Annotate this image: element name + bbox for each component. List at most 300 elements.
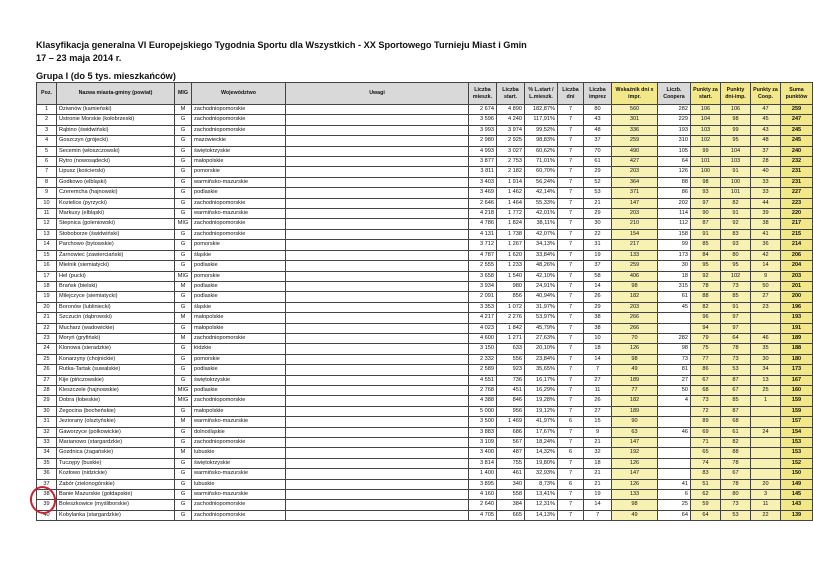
cell-cooper: 81 [658, 365, 691, 375]
cell-points-days: 85 [721, 396, 751, 406]
cell-days: 7 [558, 344, 584, 354]
cell-total: 245 [781, 125, 813, 135]
table-row [37, 438, 813, 448]
cell-residents: 2 640 [469, 500, 497, 510]
col-header-days: Liczba dni [558, 83, 584, 105]
cell-events: 19 [584, 250, 612, 260]
cell-starters: 856 [497, 292, 525, 302]
cell-percent: 56,24% [525, 177, 558, 187]
cell-cooper: 310 [658, 136, 691, 146]
cell-name: Kleszczele (hajnowskie) [57, 385, 175, 395]
cell-mig: M [175, 105, 192, 115]
cell-points-days: 95 [721, 136, 751, 146]
cell-remarks [286, 188, 469, 198]
cell-name: Żarnowiec (zawierciański) [57, 250, 175, 260]
cell-starters: 384 [497, 500, 525, 510]
table-row [37, 385, 813, 395]
cell-points-cooper [751, 469, 781, 479]
cell-total: 231 [781, 177, 813, 187]
cell-points-cooper: 44 [751, 198, 781, 208]
cell-residents: 4 131 [469, 229, 497, 239]
cell-events: 21 [584, 198, 612, 208]
cell-days: 7 [558, 302, 584, 312]
cell-residents: 2 980 [469, 136, 497, 146]
cell-points-days: 85 [721, 292, 751, 302]
cell-cooper: 4 [658, 396, 691, 406]
cell-points-days: 67 [721, 385, 751, 395]
cell-position: 33 [37, 438, 57, 448]
cell-voivodeship: małopolskie [192, 313, 286, 323]
cell-index: 126 [612, 344, 658, 354]
cell-points-days: 100 [721, 177, 751, 187]
cell-events: 10 [584, 333, 612, 343]
cell-residents: 4 023 [469, 323, 497, 333]
cell-remarks [286, 146, 469, 156]
cell-voivodeship: śląskie [192, 250, 286, 260]
cell-points-cooper: 39 [751, 209, 781, 219]
cell-index: 259 [612, 261, 658, 271]
cell-index: 301 [612, 115, 658, 125]
cell-cooper: 73 [658, 354, 691, 364]
cell-cooper [658, 469, 691, 479]
cell-name: Boronów (lubliniecki) [57, 302, 175, 312]
cell-residents: 4 388 [469, 396, 497, 406]
cell-residents: 4 786 [469, 219, 497, 229]
table-row [37, 333, 813, 343]
cell-position: 29 [37, 396, 57, 406]
cell-points-days: 103 [721, 157, 751, 167]
cell-cooper [658, 417, 691, 427]
cell-position: 3 [37, 125, 57, 135]
cell-events: 48 [584, 125, 612, 135]
cell-percent: 42,14% [525, 188, 558, 198]
cell-name: Markusy (elbląski) [57, 209, 175, 219]
cell-points-start: 98 [691, 177, 721, 187]
cell-total: 200 [781, 292, 813, 302]
cell-voivodeship: małopolskie [192, 406, 286, 416]
cell-position: 7 [37, 167, 57, 177]
cell-index: 217 [612, 240, 658, 250]
cell-total: 193 [781, 313, 813, 323]
cell-name: Kije (pińczowskie) [57, 375, 175, 385]
cell-name: Goszczyn (grójecki) [57, 136, 175, 146]
cell-mig: G [175, 240, 192, 250]
cell-residents: 3 109 [469, 438, 497, 448]
cell-percent: 98,83% [525, 136, 558, 146]
cell-events: 26 [584, 396, 612, 406]
cell-total: 214 [781, 240, 813, 250]
cell-mig: MIG [175, 219, 192, 229]
cell-days: 7 [558, 136, 584, 146]
col-header-residents: Liczba mieszk. [469, 83, 497, 105]
cell-points-start: 67 [691, 375, 721, 385]
col-header-remarks: Uwagi [286, 83, 469, 105]
cell-position: 37 [37, 479, 57, 489]
cell-points-days: 73 [721, 281, 751, 291]
cell-position: 35 [37, 458, 57, 468]
cell-mig: G [175, 406, 192, 416]
cell-percent: 27,63% [525, 333, 558, 343]
table-row [37, 146, 813, 156]
cell-position: 27 [37, 375, 57, 385]
cell-index: 49 [612, 365, 658, 375]
cell-points-start: 71 [691, 438, 721, 448]
cell-points-start: 86 [691, 365, 721, 375]
cell-position: 25 [37, 354, 57, 364]
table-row [37, 198, 813, 208]
col-header-points-start: Punkty za start. [691, 83, 721, 105]
cell-starters: 461 [497, 469, 525, 479]
cell-name: Konarzyny (chojnickie) [57, 354, 175, 364]
cell-total: 149 [781, 479, 813, 489]
cell-starters: 1 842 [497, 323, 525, 333]
cell-residents: 4 551 [469, 375, 497, 385]
cell-total: 247 [781, 115, 813, 125]
cell-residents: 1 400 [469, 469, 497, 479]
cell-days: 7 [558, 500, 584, 510]
cell-points-days: 78 [721, 479, 751, 489]
cell-points-cooper: 13 [751, 375, 781, 385]
cell-residents: 4 600 [469, 333, 497, 343]
cell-mig: G [175, 469, 192, 479]
cell-points-days: 93 [721, 240, 751, 250]
table-body [37, 105, 813, 521]
cell-name: Secemin (włoszczowski) [57, 146, 175, 156]
cell-days: 7 [558, 105, 584, 115]
cell-points-cooper: 14 [751, 261, 781, 271]
cell-residents: 4 705 [469, 510, 497, 520]
cell-index: 49 [612, 510, 658, 520]
cell-remarks [286, 490, 469, 500]
cell-starters: 4 890 [497, 105, 525, 115]
cell-index: 259 [612, 136, 658, 146]
cell-days: 7 [558, 333, 584, 343]
cell-residents: 4 218 [469, 209, 497, 219]
cell-points-start: 97 [691, 198, 721, 208]
cell-points-days: 91 [721, 302, 751, 312]
cell-remarks [286, 406, 469, 416]
cell-voivodeship: zachodniopomorskie [192, 229, 286, 239]
cell-name: Klonowa (sieradzkie) [57, 344, 175, 354]
cell-residents: 3 877 [469, 157, 497, 167]
cell-position: 34 [37, 448, 57, 458]
cell-points-cooper: 43 [751, 125, 781, 135]
table-row [37, 177, 813, 187]
cell-mig: G [175, 427, 192, 437]
cell-index: 126 [612, 458, 658, 468]
cell-total: 145 [781, 490, 813, 500]
cell-starters: 3 974 [497, 125, 525, 135]
cell-mig: G [175, 115, 192, 125]
cell-voivodeship: zachodniopomorskie [192, 500, 286, 510]
cell-total: 220 [781, 209, 813, 219]
cell-points-days: 82 [721, 198, 751, 208]
cell-cooper: 88 [658, 177, 691, 187]
cell-days: 6 [558, 417, 584, 427]
cell-starters: 1 469 [497, 417, 525, 427]
cell-events: 29 [584, 302, 612, 312]
cell-total: 196 [781, 302, 813, 312]
cell-percent: 13,41% [525, 490, 558, 500]
cell-total: 217 [781, 219, 813, 229]
cell-residents: 4 993 [469, 146, 497, 156]
table-row [37, 115, 813, 125]
cell-remarks [286, 115, 469, 125]
cell-starters: 980 [497, 281, 525, 291]
cell-points-start: 64 [691, 510, 721, 520]
table-row [37, 417, 813, 427]
cell-points-start: 69 [691, 427, 721, 437]
cell-voivodeship: świętokrzyskie [192, 458, 286, 468]
cell-percent: 8,73% [525, 479, 558, 489]
cell-points-days: 91 [721, 167, 751, 177]
cell-mig: G [175, 157, 192, 167]
cell-days: 7 [558, 188, 584, 198]
cell-days: 7 [558, 177, 584, 187]
cell-points-days: 80 [721, 490, 751, 500]
cell-points-days: 88 [721, 448, 751, 458]
cell-position: 40 [37, 510, 57, 520]
cell-events: 7 [584, 365, 612, 375]
cell-points-days: 87 [721, 406, 751, 416]
cell-name: Zabór (zielonogórskie) [57, 479, 175, 489]
cell-points-cooper: 36 [751, 240, 781, 250]
cell-points-days: 102 [721, 271, 751, 281]
cell-voivodeship: łódzkie [192, 344, 286, 354]
cell-points-days: 104 [721, 146, 751, 156]
cell-position: 1 [37, 105, 57, 115]
cell-mig: G [175, 510, 192, 520]
cell-name: Brańsk (bielski) [57, 281, 175, 291]
cell-index: 147 [612, 438, 658, 448]
cell-cooper: 105 [658, 146, 691, 156]
cell-cooper: 229 [658, 115, 691, 125]
cell-percent: 60,70% [525, 167, 558, 177]
cell-cooper [658, 448, 691, 458]
cell-points-cooper: 28 [751, 157, 781, 167]
cell-points-start: 93 [691, 188, 721, 198]
cell-points-days: 87 [721, 375, 751, 385]
cell-percent: 60,62% [525, 146, 558, 156]
cell-total: 227 [781, 188, 813, 198]
cell-residents: 4 787 [469, 250, 497, 260]
cell-name: Stoboborze (świdwiński) [57, 229, 175, 239]
cell-points-start: 99 [691, 146, 721, 156]
cell-starters: 923 [497, 365, 525, 375]
cell-total: 139 [781, 510, 813, 520]
cell-percent: 48,26% [525, 261, 558, 271]
cell-index: 70 [612, 333, 658, 343]
col-header-events: Liczba imprez [584, 83, 612, 105]
cell-remarks [286, 417, 469, 427]
cell-percent: 19,28% [525, 396, 558, 406]
cell-cooper [658, 406, 691, 416]
cell-cooper: 126 [658, 167, 691, 177]
cell-percent: 45,79% [525, 323, 558, 333]
table-row [37, 396, 813, 406]
cell-percent: 35,65% [525, 365, 558, 375]
group-heading: Grupa I (do 5 tys. mieszkańców) [36, 71, 176, 81]
cell-points-cooper [751, 313, 781, 323]
cell-position: 38 [37, 490, 57, 500]
cell-percent: 19,80% [525, 458, 558, 468]
cell-cooper: 64 [658, 157, 691, 167]
cell-mig: G [175, 292, 192, 302]
cell-name: Gaworzyce (polkowickie) [57, 427, 175, 437]
cell-index: 189 [612, 406, 658, 416]
cell-starters: 451 [497, 385, 525, 395]
cell-position: 31 [37, 417, 57, 427]
cell-mig: G [175, 438, 192, 448]
cell-name: Rytro (nowosądecki) [57, 157, 175, 167]
cell-events: 53 [584, 188, 612, 198]
cell-points-days: 61 [721, 427, 751, 437]
cell-total: 159 [781, 406, 813, 416]
cell-events: 15 [584, 417, 612, 427]
cell-name: Czeremcha (hajnowski) [57, 188, 175, 198]
cell-cooper: 64 [658, 510, 691, 520]
cell-percent: 53,97% [525, 313, 558, 323]
cell-remarks [286, 344, 469, 354]
cell-points-cooper: 20 [751, 479, 781, 489]
cell-starters: 2 182 [497, 167, 525, 177]
cell-total: 223 [781, 198, 813, 208]
cell-points-start: 84 [691, 250, 721, 260]
cell-points-start: 73 [691, 396, 721, 406]
cell-starters: 1 271 [497, 333, 525, 343]
cell-voivodeship: podlaskie [192, 188, 286, 198]
cell-name: Rutka-Tartak (suwalskie) [57, 365, 175, 375]
cell-total: 232 [781, 157, 813, 167]
cell-points-cooper: 24 [751, 427, 781, 437]
cell-starters: 487 [497, 448, 525, 458]
cell-voivodeship: zachodniopomorskie [192, 396, 286, 406]
cell-cooper: 61 [658, 292, 691, 302]
cell-events: 7 [584, 510, 612, 520]
cell-days: 7 [558, 458, 584, 468]
cell-mig: G [175, 375, 192, 385]
cell-name: Mucharz (wadowickie) [57, 323, 175, 333]
cell-points-start: 82 [691, 302, 721, 312]
cell-points-start: 51 [691, 479, 721, 489]
cell-remarks [286, 365, 469, 375]
cell-total: 188 [781, 344, 813, 354]
cell-remarks [286, 469, 469, 479]
table-row [37, 354, 813, 364]
cell-remarks [286, 479, 469, 489]
cell-points-days: 97 [721, 313, 751, 323]
cell-events: 43 [584, 115, 612, 125]
cell-points-cooper [751, 417, 781, 427]
cell-mig: MIG [175, 396, 192, 406]
cell-points-cooper: 42 [751, 250, 781, 260]
cell-cooper [658, 458, 691, 468]
cell-days: 7 [558, 219, 584, 229]
cell-name: Szczucin (dąbrowski) [57, 313, 175, 323]
cell-voivodeship: warmińsko-mazurskie [192, 490, 286, 500]
col-header-index: Wskaźnik dni x impr. [612, 83, 658, 105]
cell-index: 189 [612, 375, 658, 385]
table-row [37, 406, 813, 416]
cell-total: 231 [781, 167, 813, 177]
cell-events: 18 [584, 458, 612, 468]
cell-position: 19 [37, 292, 57, 302]
cell-cooper: 25 [658, 500, 691, 510]
cell-starters: 4 240 [497, 115, 525, 125]
cell-events: 27 [584, 375, 612, 385]
cell-name: Gozdnica (żagańskie) [57, 448, 175, 458]
cell-points-days: 53 [721, 510, 751, 520]
cell-percent: 71,01% [525, 157, 558, 167]
table-row [37, 281, 813, 291]
col-header-voivodeship: Województwo [192, 83, 286, 105]
cell-name: Kozłowo (nidzickie) [57, 469, 175, 479]
cell-percent: 32,93% [525, 469, 558, 479]
cell-total: 153 [781, 448, 813, 458]
cell-points-days: 101 [721, 188, 751, 198]
cell-mig: G [175, 136, 192, 146]
cell-starters: 567 [497, 438, 525, 448]
cell-remarks [286, 438, 469, 448]
cell-voivodeship: warmińsko-mazurskie [192, 469, 286, 479]
cell-days: 7 [558, 365, 584, 375]
cell-points-start: 102 [691, 136, 721, 146]
cell-days: 7 [558, 146, 584, 156]
cell-residents: 3 895 [469, 479, 497, 489]
table-row [37, 500, 813, 510]
cell-mig: G [175, 344, 192, 354]
cell-events: 22 [584, 229, 612, 239]
cell-remarks [286, 500, 469, 510]
cell-remarks [286, 354, 469, 364]
cell-mig: G [175, 125, 192, 135]
cell-events: 38 [584, 323, 612, 333]
cell-points-days: 83 [721, 229, 751, 239]
cell-points-days: 64 [721, 333, 751, 343]
cell-index: 63 [612, 427, 658, 437]
cell-cooper: 45 [658, 302, 691, 312]
cell-points-start: 87 [691, 219, 721, 229]
cell-residents: 3 596 [469, 115, 497, 125]
cell-starters: 2 925 [497, 136, 525, 146]
cell-residents: 3 500 [469, 417, 497, 427]
cell-index: 203 [612, 167, 658, 177]
cell-days: 7 [558, 438, 584, 448]
cell-position: 24 [37, 344, 57, 354]
cell-percent: 34,13% [525, 240, 558, 250]
cell-name: Rąbino (świdwiński) [57, 125, 175, 135]
cell-starters: 3 027 [497, 146, 525, 156]
cell-points-days: 106 [721, 105, 751, 115]
cell-residents: 3 934 [469, 281, 497, 291]
cell-voivodeship: małopolskie [192, 323, 286, 333]
cell-index: 182 [612, 396, 658, 406]
cell-points-start: 65 [691, 448, 721, 458]
cell-position: 6 [37, 157, 57, 167]
cell-mig: M [175, 417, 192, 427]
cell-days: 7 [558, 292, 584, 302]
cell-events: 32 [584, 448, 612, 458]
cell-remarks [286, 333, 469, 343]
cell-cooper: 114 [658, 209, 691, 219]
cell-mig: G [175, 188, 192, 198]
cell-events: 11 [584, 385, 612, 395]
cell-events: 29 [584, 167, 612, 177]
cell-residents: 2 332 [469, 354, 497, 364]
cell-points-start: 89 [691, 417, 721, 427]
cell-percent: 55,33% [525, 198, 558, 208]
document-dates: 17 – 23 maja 2014 r. [36, 53, 122, 63]
